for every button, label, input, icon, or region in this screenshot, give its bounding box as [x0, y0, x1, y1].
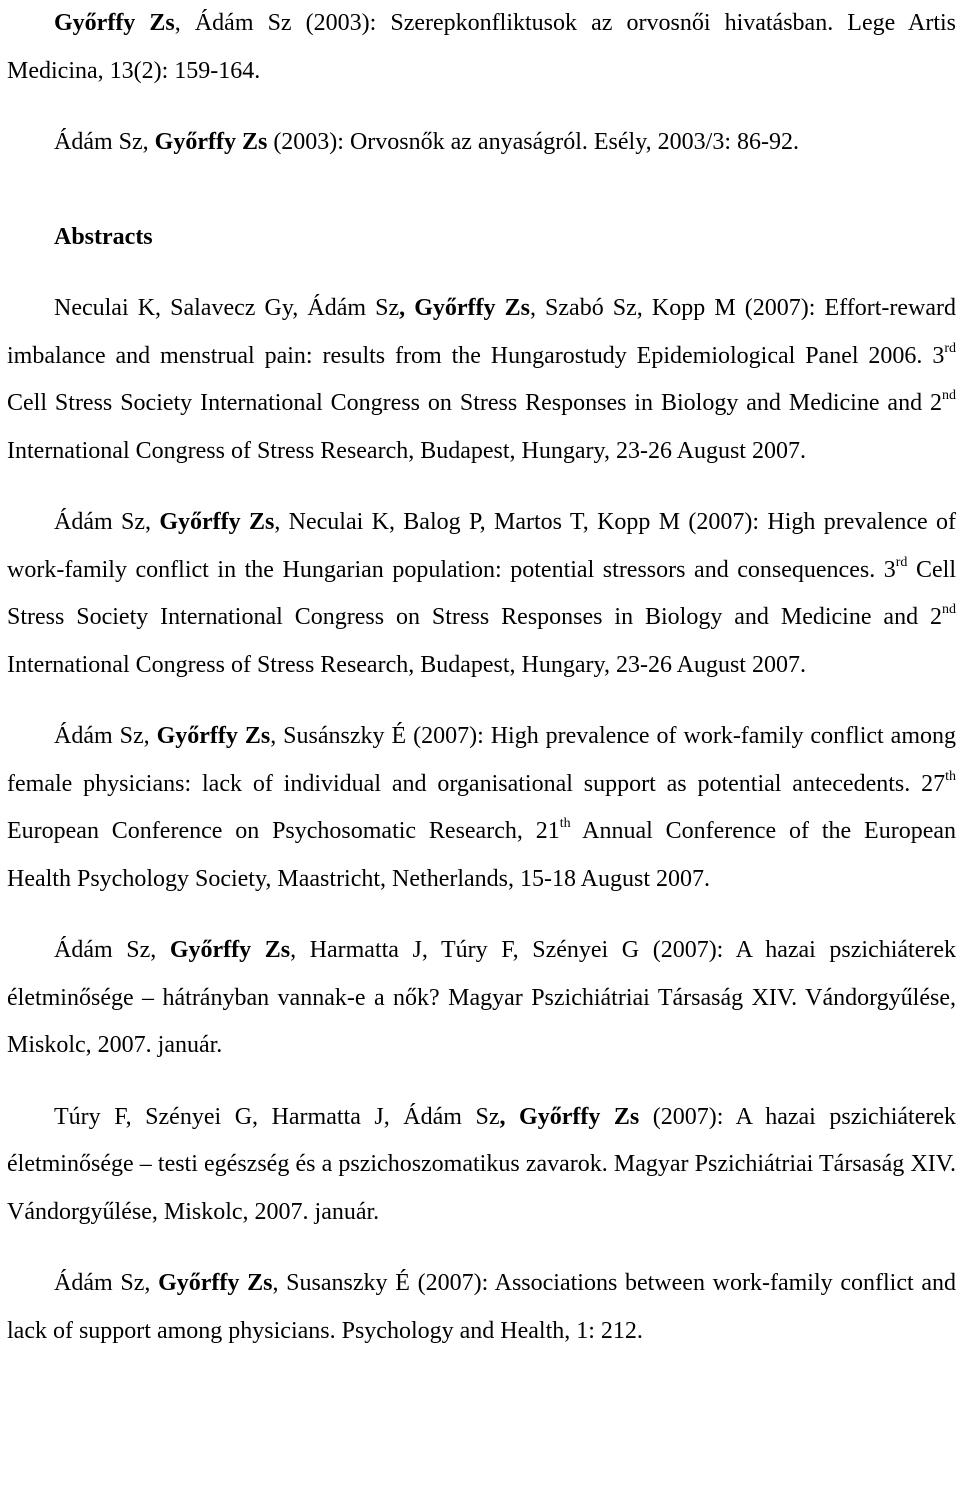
ordinal-suffix: th — [559, 816, 571, 831]
highlighted-author: Győrffy Zs — [158, 1270, 273, 1296]
section-heading-abstracts: Abstracts — [54, 223, 153, 250]
abstract-entry — [7, 1260, 956, 1355]
publication-entry — [7, 119, 956, 167]
highlighted-author: Győrffy Zs — [54, 10, 175, 36]
publication-entry — [0, 0, 956, 95]
highlighted-author: , Győrffy Zs — [399, 295, 530, 321]
entry-text: Ádám Sz, — [54, 937, 170, 963]
entry-text: Ádám Sz, — [54, 509, 160, 535]
abstract-entry — [7, 713, 956, 903]
entry-text: , Szabó Sz, Kopp M (2007): Effort-reward imbalance and menstrual pain: results from the Hungarostudy Epidemiological Panel 2006. 3 — [7, 295, 956, 369]
entry-text: International Congress of Stress Research, Budapest, Hungary, 23-26 August 2007. — [7, 651, 806, 678]
entry-text: Cell Stress Society International Congress on Stress Responses in Biology and Medicine and 2 — [7, 390, 942, 416]
entry-text: Annual Conference of the European Health Psychology Society, Maastricht, Netherlands, 15-18 August 2007. — [7, 818, 956, 892]
entry-text: , Ádám Sz (2003): Szerepkonfliktusok az orvosnői hivatásban. Lege Artis Medicina, 13(2): 159-164. — [7, 10, 957, 84]
ordinal-suffix: rd — [895, 554, 908, 570]
entry-text: , Neculai K, Balog P, Martos T, Kopp M (2007): High prevalence of work-family conflict in the Hungarian population: potential stressors and consequences. 3 — [7, 509, 957, 583]
highlighted-author: Győrffy Zs — [159, 509, 275, 535]
abstract-entry — [7, 1094, 956, 1237]
entry-text: (2003): Orvosnők az anyaságról. Esély, 2003/3: 86-92. — [267, 129, 799, 155]
entry-text: Ádám Sz, — [54, 129, 155, 155]
entry-text: Cell Stress Society International Congress on Stress Responses in Biology and Medicine and 2 — [7, 556, 956, 630]
entry-text: , Susánszky É (2007): High prevalence of work-family conflict among female physicians: lack of individual and organisational support as potential antecedents. 27 — [7, 723, 956, 797]
entry-text: Neculai K, Salavecz Gy, Ádám Sz — [54, 295, 400, 321]
ordinal-suffix: th — [945, 768, 956, 784]
highlighted-author: , Győrffy Zs — [499, 1103, 640, 1130]
ordinal-suffix: rd — [944, 340, 956, 356]
highlighted-author: Győrffy Zs — [156, 723, 271, 749]
entry-text: Ádám Sz, — [54, 1270, 159, 1296]
ordinal-suffix: nd — [942, 388, 956, 403]
abstract-entry — [7, 285, 956, 475]
entry-text: , Susanszky É (2007): Associations between work-family conflict and lack of support among physicians. Psychology and Health, 1: 212. — [7, 1270, 957, 1344]
entry-text: , Harmatta J, Túry F, Szényei G (2007): A hazai pszichiáterek életminősége – hátrányban vannak-e a nők? Magyar Pszichiátriai Társaság XIV. Vándorgyűlése, Miskolc, 2007. január. — [7, 937, 957, 1058]
entry-text: Ádám Sz, — [54, 723, 157, 749]
abstract-entry — [7, 927, 956, 1070]
highlighted-author: Győrffy Zs — [169, 937, 291, 963]
entry-text: (2007): A hazai pszichiáterek életminősége – testi egészség és a pszichoszomatikus zavarok. Magyar Pszichiátriai Társaság XIV. Vándorgyűlése, Miskolc, 2007. január. — [7, 1103, 956, 1225]
entry-text: International Congress of Stress Research, Budapest, Hungary, 23-26 August 2007. — [7, 437, 806, 464]
highlighted-author: Győrffy Zs — [154, 129, 268, 155]
abstract-entry — [7, 499, 956, 689]
ordinal-suffix: nd — [942, 602, 956, 617]
entry-text: European Conference on Psychosomatic Research, 21 — [7, 818, 560, 844]
entry-text: Túry F, Szényei G, Harmatta J, Ádám Sz — [54, 1103, 500, 1130]
